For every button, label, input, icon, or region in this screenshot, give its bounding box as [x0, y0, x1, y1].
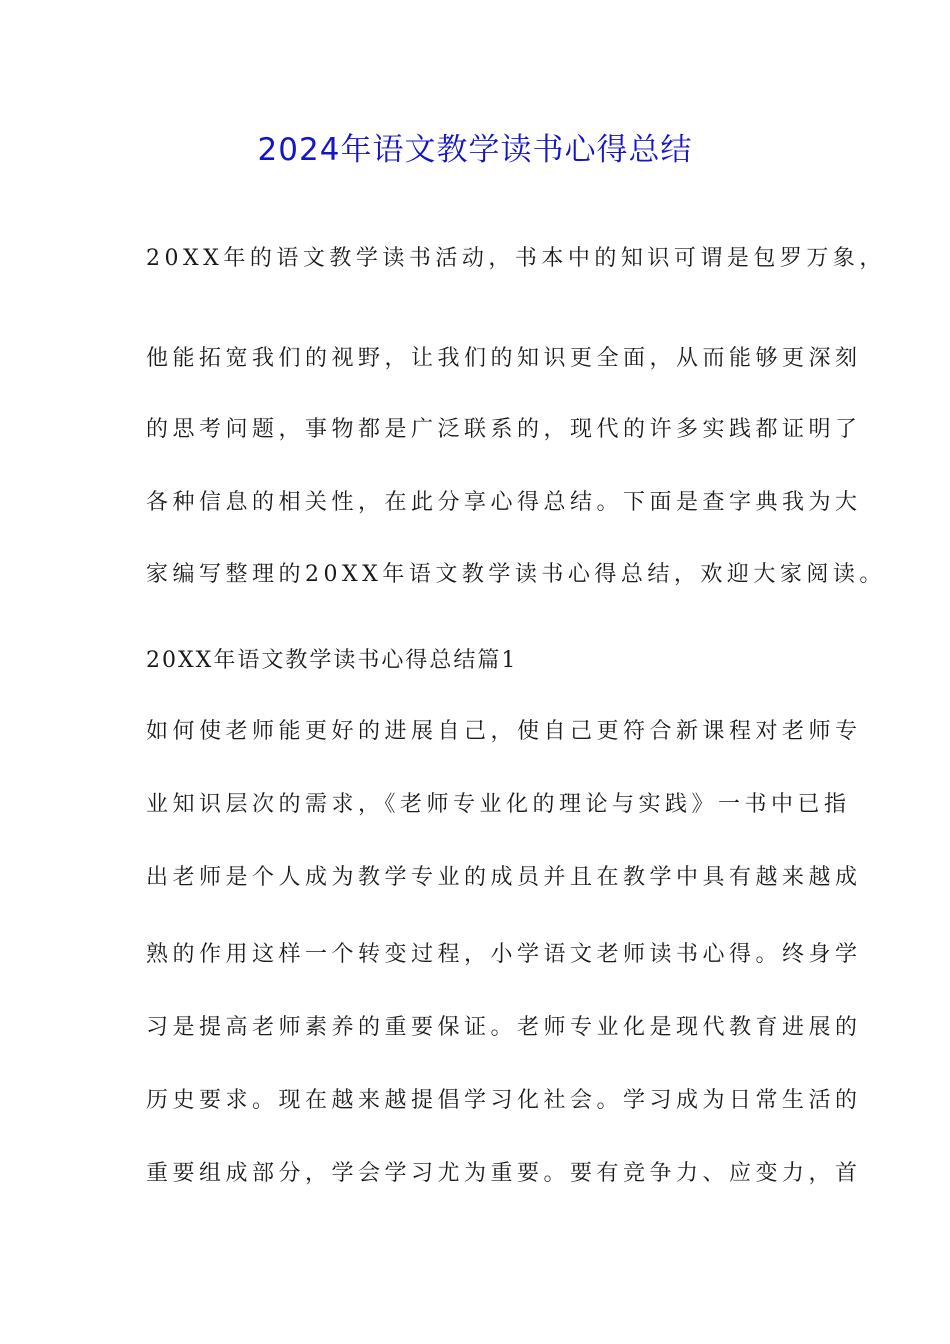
body-line-11: 习是提高老师素养的重要保证。老师专业化是现代教育进展的 — [146, 1015, 862, 1040]
body-line-3: 的思考问题，事物都是广泛联系的，现代的许多实践都证明了 — [146, 417, 862, 442]
body-line-13: 重要组成部分，学会学习尤为重要。要有竞争力、应变力，首 — [146, 1161, 862, 1186]
body-line-4: 各种信息的相关性，在此分享心得总结。下面是查字典我为大 — [146, 490, 862, 515]
body-line-5: 家编写整理的20XX年语文教学读书心得总结，欢迎大家阅读。 — [146, 562, 886, 587]
document-title: 2024年语文教学读书心得总结 — [257, 132, 693, 168]
section-heading: 20XX年语文教学读书心得总结篇1 — [146, 648, 518, 673]
body-line-9: 出老师是个人成为教学专业的成员并且在教学中具有越来越成 — [146, 865, 862, 890]
body-line-2: 他能拓宽我们的视野，让我们的知识更全面，从而能够更深刻 — [146, 346, 862, 371]
body-line-7: 如何使老师能更好的进展自己，使自己更符合新课程对老师专 — [146, 719, 862, 744]
body-line-1: 20XX年的语文教学读书活动，书本中的知识可谓是包罗万象， — [146, 246, 886, 271]
body-line-12: 历史要求。现在越来越提倡学习化社会。学习成为日常生活的 — [146, 1088, 862, 1113]
body-line-10: 熟的作用这样一个转变过程，小学语文老师读书心得。终身学 — [146, 942, 862, 967]
body-line-8: 业知识层次的需求，《老师专业化的理论与实践》一书中已指 — [146, 792, 851, 817]
